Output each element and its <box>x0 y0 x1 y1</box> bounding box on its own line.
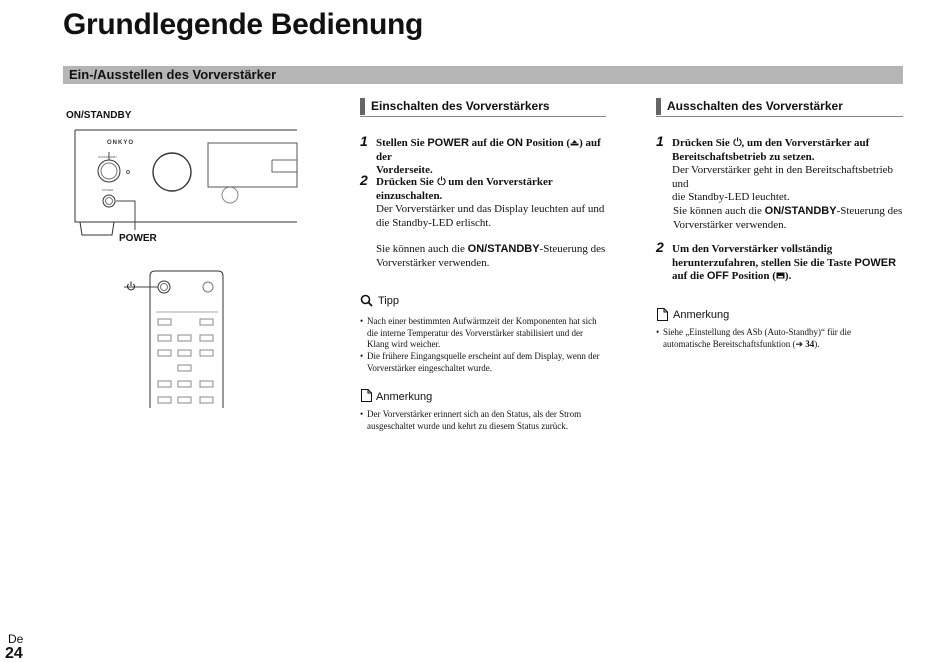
power-icon <box>437 176 446 185</box>
step-text: herunterzufahren, stellen Sie die Taste <box>672 256 855 269</box>
remark-item <box>656 327 906 351</box>
tip-title: Tipp <box>378 295 399 307</box>
remark-line: Der Vorverstärker erinnert sich an den Status, als der Strom <box>367 409 582 419</box>
col2-step-2 <box>656 239 906 285</box>
col2-note <box>673 205 913 232</box>
page-title: Grundlegende Bedienung <box>63 8 424 41</box>
note-text: Sie können auch die <box>376 243 468 255</box>
tip-line: Nach einer bestimmten Aufwärmzeit der Komponenten hat sich <box>367 316 597 326</box>
col2-heading <box>656 98 903 117</box>
arrow-right-icon: ➔ <box>795 338 804 349</box>
remote-control <box>124 271 223 408</box>
section-title: Ein-/Ausstellen des Vorverstärker <box>69 67 277 82</box>
note-text: -Steuerung des <box>539 243 606 255</box>
step-text: Drücken Sie <box>376 176 437 188</box>
note-keyword: ON/STANDBY <box>467 243 540 255</box>
remark-item <box>360 409 610 433</box>
remark-line: ausgeschaltet wurde und kehrt zu diesem Status zurück. <box>367 420 568 431</box>
step-text: Drücken Sie <box>672 137 733 149</box>
col2-heading-text: Ausschalten des Vorverstärker <box>667 99 843 113</box>
step-text: die Standby-LED erlischt. <box>376 216 492 229</box>
step-text: Stellen Sie <box>376 137 428 149</box>
front-panel <box>60 118 297 235</box>
col2-step-1 <box>656 133 906 203</box>
switch-on-icon <box>570 139 579 146</box>
step-keyword: POWER <box>854 256 897 269</box>
brand-logo: ONKYO <box>107 140 135 146</box>
step-text: Um den Vorverstärker vollständig <box>672 243 833 255</box>
remark-title: Anmerkung <box>376 391 433 403</box>
power-icon <box>733 137 742 146</box>
bullet: • <box>360 316 364 326</box>
step-number: 2 <box>360 172 368 188</box>
bullet: • <box>360 351 364 361</box>
note-text: -Steuerung des <box>836 205 903 217</box>
note-page-icon <box>657 308 668 321</box>
step-number: 1 <box>656 133 664 149</box>
remark-text: ). <box>814 338 820 349</box>
section-title-bar <box>63 66 903 84</box>
panel-tiny-label: POWER <box>102 188 114 192</box>
col1-note <box>376 243 616 270</box>
step-text: auf die <box>672 270 707 282</box>
note-page-icon <box>361 389 372 402</box>
note-text: Vorverstärker verwenden. <box>376 256 490 269</box>
tip-line: die interne Temperatur des Vorverstärker stabilisiert und der <box>367 327 584 338</box>
tip-magnifier-icon <box>360 294 373 307</box>
tip-line: Klang wird weicher. <box>367 339 441 349</box>
step-text: um den Vorverstärker <box>445 176 553 188</box>
bullet: • <box>656 327 660 337</box>
language-label: De <box>8 632 24 646</box>
col1-step-2 <box>360 172 610 231</box>
step-keyword: OFF <box>706 270 729 282</box>
remark-text: automatische Bereitschaftsfunktion ( <box>663 338 796 349</box>
tip-list <box>360 316 610 376</box>
step-text: Der Vorverstärker und das Display leuchten auf und <box>376 203 605 215</box>
col1-heading <box>360 98 606 117</box>
step-text: Position ( <box>523 137 571 149</box>
label-power: POWER <box>119 233 157 244</box>
step-text: Vorderseite. <box>376 164 433 176</box>
bullet: • <box>360 409 364 419</box>
step-text: Position ( <box>728 270 776 282</box>
step-keyword: ON <box>506 137 523 149</box>
note-text: Vorverstärker verwenden. <box>673 218 787 231</box>
step-text: ). <box>784 270 792 282</box>
panel-tiny-label: ON/STANDBY <box>98 155 118 159</box>
device-illustration <box>60 118 305 418</box>
step-keyword: POWER <box>427 137 469 149</box>
page-reference-link[interactable]: 34 <box>805 338 815 349</box>
col1-heading-text: Einschalten des Vorverstärkers <box>371 99 550 113</box>
step-text: ) auf der <box>376 137 601 163</box>
note-text: Sie können auch die <box>673 205 765 217</box>
step-text: Der Vorverstärker geht in den Bereitschaftsbetrieb und <box>672 164 894 190</box>
page-number: 24 <box>5 645 23 662</box>
power-symbol-icon <box>128 282 135 290</box>
step-number: 1 <box>360 133 368 149</box>
step-text: Bereitschaftsbetrieb zu setzen. <box>672 150 815 163</box>
step-text: einzuschalten. <box>376 189 443 202</box>
remark-line: Siehe „Einstellung des ASb (Auto-Standby)“ für die <box>663 327 851 337</box>
step-text: die Standby-LED leuchtet. <box>672 191 790 203</box>
note-keyword: ON/STANDBY <box>764 205 837 217</box>
col1-step-1 <box>360 133 610 176</box>
step-number: 2 <box>656 239 664 255</box>
tip-line: Die frühere Eingangsquelle erscheint auf dem Display, wenn der <box>367 351 600 361</box>
label-on-standby: ON/STANDBY <box>66 110 132 121</box>
switch-off-icon <box>776 272 785 279</box>
step-text: , um den Vorverstärker auf <box>741 137 870 149</box>
tip-line: Vorverstärker eingeschaltet wurde. <box>367 362 493 373</box>
remark-title: Anmerkung <box>673 309 730 321</box>
step-text: auf die <box>468 137 507 149</box>
